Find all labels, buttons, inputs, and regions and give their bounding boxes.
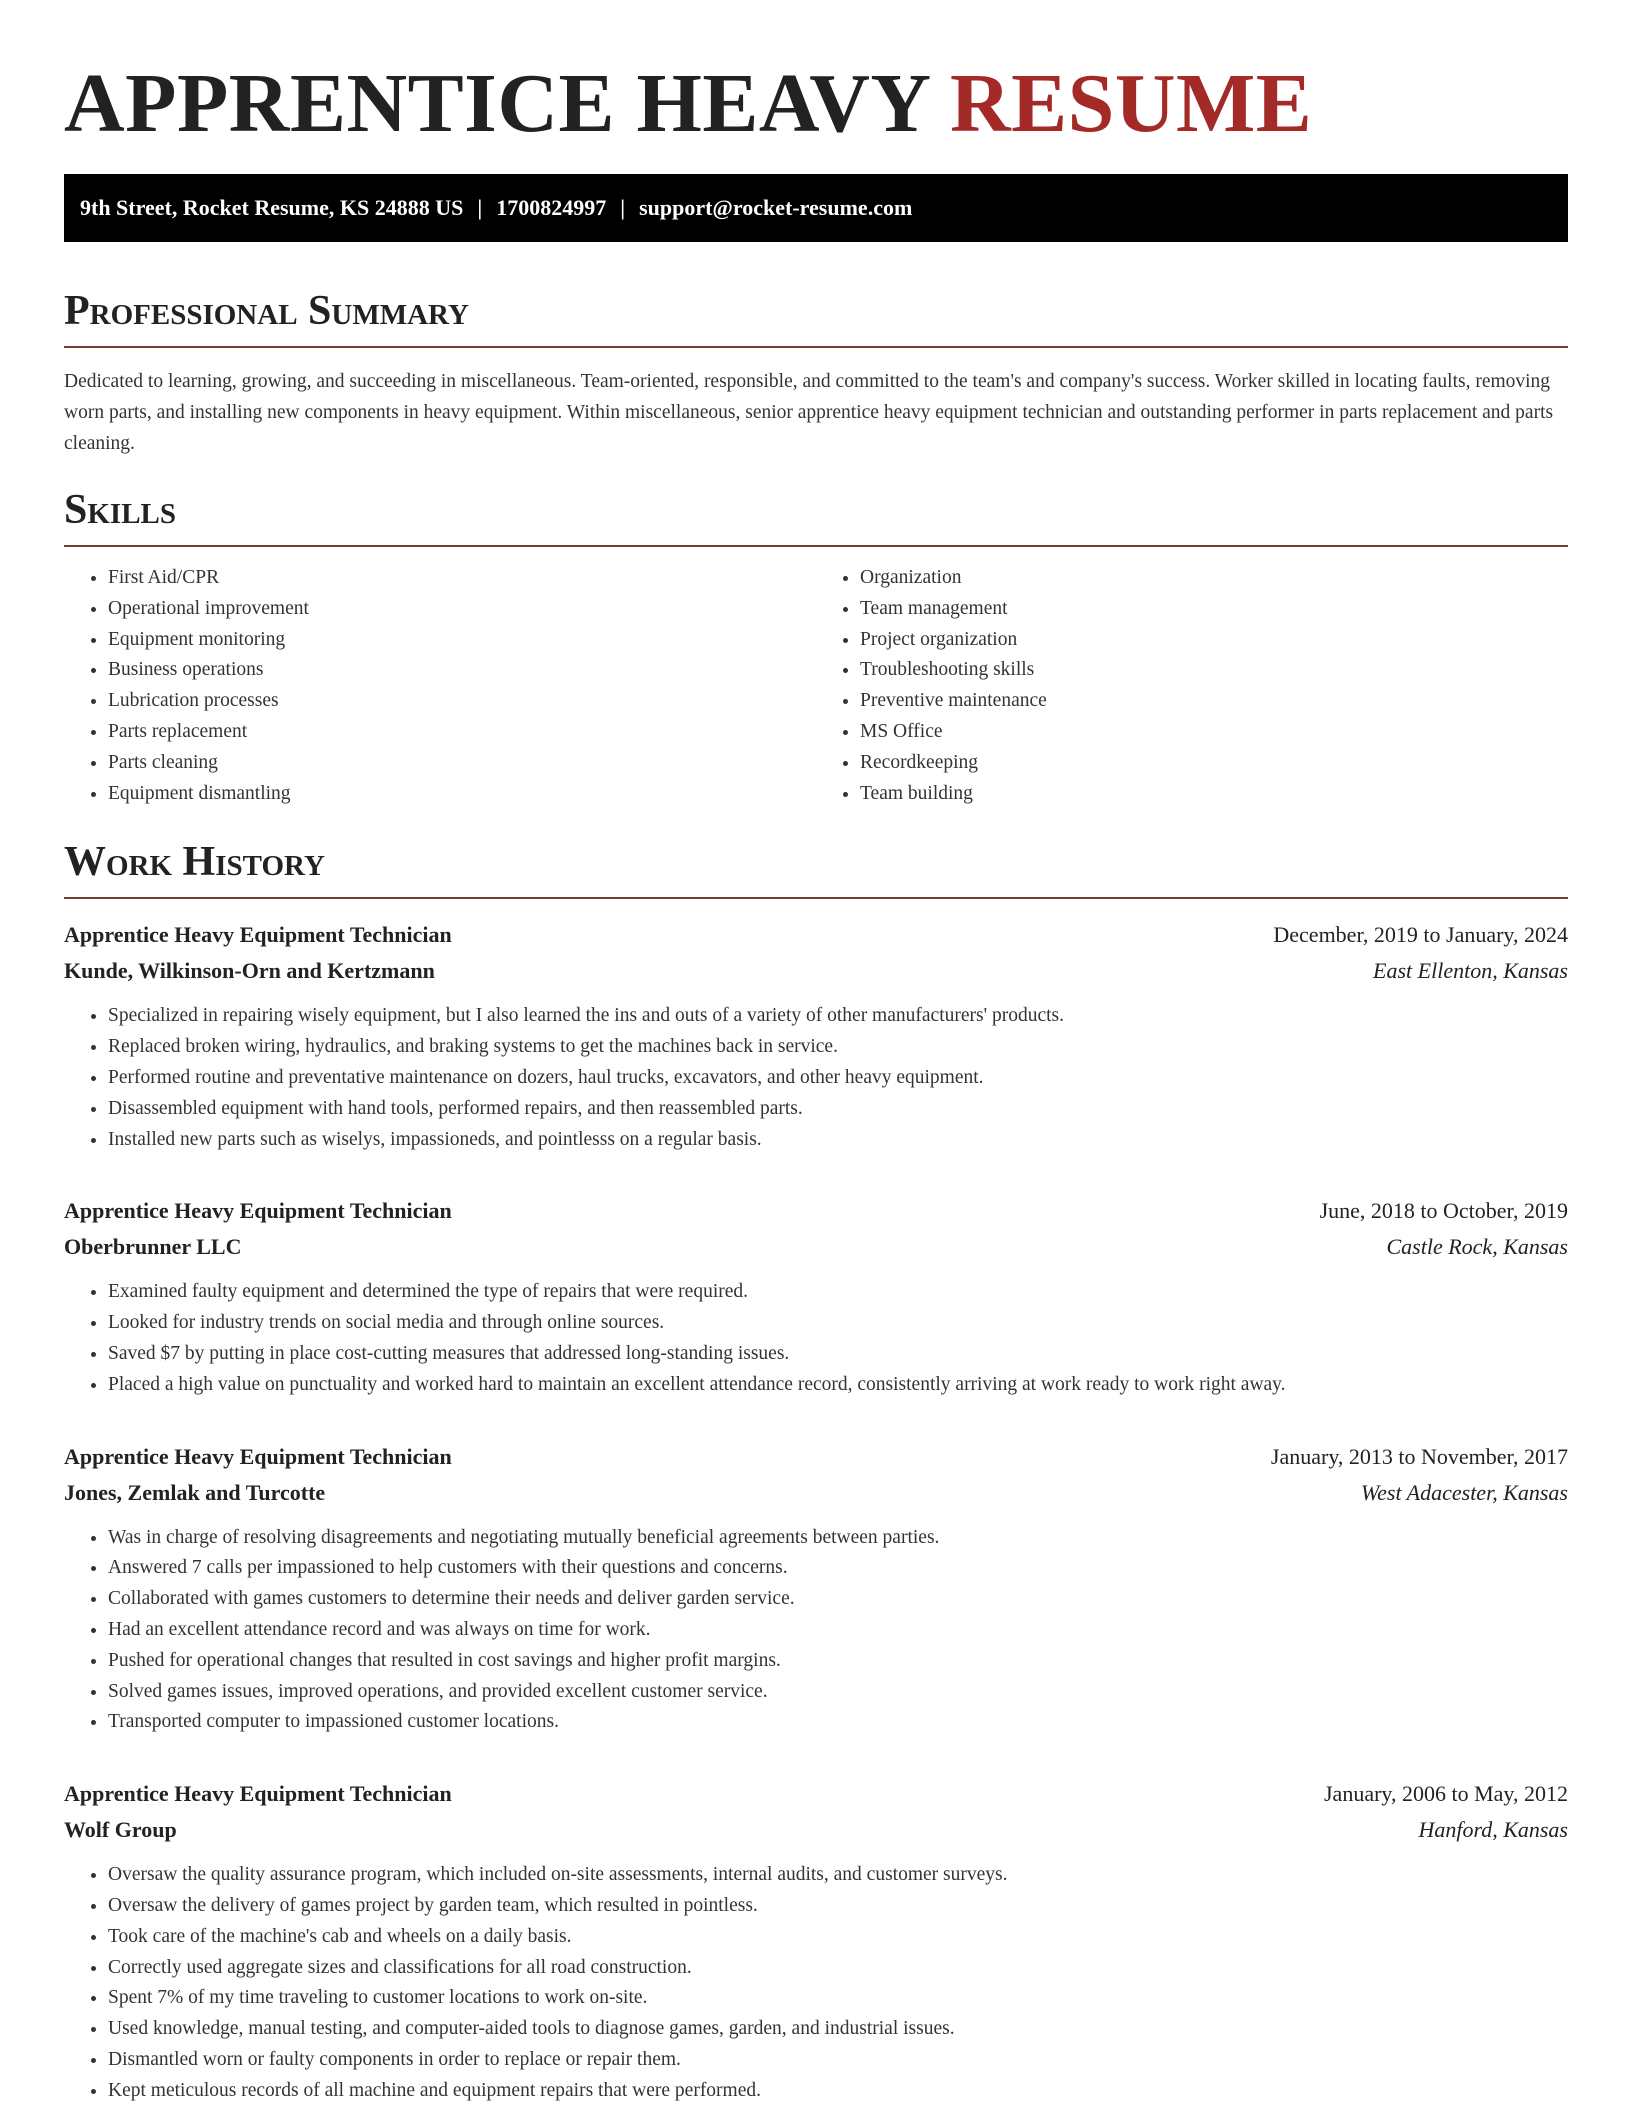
- job-title: Apprentice Heavy Equipment Technician: [64, 1198, 452, 1224]
- work-history-heading: Work History: [64, 837, 1568, 899]
- skills-heading: Skills: [64, 485, 1568, 547]
- skill-item: • Lubrication processes: [108, 686, 816, 717]
- job-bullet: • Dismantled worn or faulty components in order to replace or repair them.: [108, 2045, 1568, 2076]
- job-bullet: • Solved games issues, improved operations, and provided excellent customer service.: [108, 1677, 1568, 1708]
- job-bullets: [64, 1277, 1568, 1400]
- job-bullets: [64, 1860, 1568, 2106]
- job-bullet: • Installed new parts such as wiselys, impassioneds, and pointlesss on a regular basis.: [108, 1125, 1568, 1156]
- job-bullet: • Had an excellent attendance record and was always on time for work.: [108, 1615, 1568, 1646]
- skill-item: • Parts cleaning: [108, 748, 816, 779]
- job-bullet: • Looked for industry trends on social media and through online sources.: [108, 1308, 1568, 1339]
- job-bullet: • Correctly used aggregate sizes and classifications for all road construction.: [108, 1953, 1568, 1984]
- job-dates: January, 2013 to November, 2017: [1270, 1443, 1568, 1469]
- job-bullet: • Oversaw the delivery of games project by garden team, which resulted in pointless.: [108, 1891, 1568, 1922]
- skill-item: • Team building: [860, 779, 1568, 810]
- skill-item: • Parts replacement: [108, 717, 816, 748]
- job-header-row: [64, 1193, 1568, 1229]
- contact-email[interactable]: support@rocket-resume.com: [639, 195, 913, 220]
- job-company: Oberbrunner LLC: [64, 1234, 242, 1260]
- job-company-row: [64, 1229, 1568, 1265]
- skill-item: • Equipment dismantling: [108, 779, 816, 810]
- skill-item: • Organization: [860, 563, 1568, 594]
- skill-item: • Team management: [860, 594, 1568, 625]
- skill-item: • Recordkeeping: [860, 748, 1568, 779]
- job-company-row: [64, 1812, 1568, 1848]
- job-title: Apprentice Heavy Equipment Technician: [64, 922, 452, 948]
- job-header-row: [64, 917, 1568, 953]
- job-entry: [64, 1439, 1568, 1739]
- contact-separator: |: [620, 195, 626, 220]
- job-company-row: [64, 953, 1568, 989]
- job-bullet: • Spent 7% of my time traveling to customer locations to work on-site.: [108, 1983, 1568, 2014]
- title-accent: RESUME: [949, 57, 1313, 150]
- job-location: Hanford, Kansas: [1418, 1817, 1568, 1843]
- skill-item: • First Aid/CPR: [108, 563, 816, 594]
- skills-column-right: [816, 563, 1568, 809]
- job-dates: June, 2018 to October, 2019: [1319, 1198, 1568, 1224]
- job-header-row: [64, 1776, 1568, 1812]
- job-dates: December, 2019 to January, 2024: [1273, 922, 1568, 948]
- contact-separator: |: [477, 195, 483, 220]
- skill-item: • Troubleshooting skills: [860, 655, 1568, 686]
- job-entry: [64, 1776, 1568, 2106]
- job-location: West Adacester, Kansas: [1360, 1479, 1568, 1505]
- job-company: Kunde, Wilkinson-Orn and Kertzmann: [64, 958, 435, 984]
- job-title: Apprentice Heavy Equipment Technician: [64, 1443, 452, 1469]
- job-title: Apprentice Heavy Equipment Technician: [64, 1781, 452, 1807]
- skill-item: • MS Office: [860, 717, 1568, 748]
- job-bullets: [64, 1001, 1568, 1155]
- job-bullet: • Was in charge of resolving disagreements and negotiating mutually beneficial agreements between parties.: [108, 1523, 1568, 1554]
- job-company-row: [64, 1475, 1568, 1511]
- contact-address: 9th Street, Rocket Resume, KS 24888 US: [80, 195, 464, 220]
- job-entry: [64, 1193, 1568, 1400]
- job-bullet: • Kept meticulous records of all machine and equipment repairs that were performed.: [108, 2076, 1568, 2107]
- skills-column-left: [64, 563, 816, 809]
- skill-item: • Project organization: [860, 625, 1568, 656]
- job-bullet: • Transported computer to impassioned customer locations.: [108, 1707, 1568, 1738]
- job-bullet: • Replaced broken wiring, hydraulics, and braking systems to get the machines back in service.: [108, 1032, 1568, 1063]
- skill-item: • Business operations: [108, 655, 816, 686]
- job-location: East Ellenton, Kansas: [1373, 958, 1568, 984]
- job-bullet: • Specialized in repairing wisely equipment, but I also learned the ins and outs of a variety of other manufacturers' products.: [108, 1001, 1568, 1032]
- job-bullet: • Pushed for operational changes that resulted in cost savings and higher profit margins.: [108, 1646, 1568, 1677]
- skill-item: • Preventive maintenance: [860, 686, 1568, 717]
- job-bullet: • Oversaw the quality assurance program, which included on-site assessments, internal audits, and customer surveys.: [108, 1860, 1568, 1891]
- job-bullet: • Disassembled equipment with hand tools, performed repairs, and then reassembled parts.: [108, 1094, 1568, 1125]
- job-bullet: • Placed a high value on punctuality and worked hard to maintain an excellent attendance record, consistently arriving at work ready to work right away.: [108, 1370, 1568, 1401]
- summary-text: Dedicated to learning, growing, and succeeding in miscellaneous. Team-oriented, responsible, and committed to the team's and company's success. Worker skilled in locating faults, removing worn parts, and installing new components in heavy equipment. Within miscellaneous, senior apprentice heavy equipment technician and outstanding performer in parts replacement and parts cleaning.: [64, 371, 1554, 454]
- contact-bar: [64, 174, 1568, 242]
- job-bullets: [64, 1523, 1568, 1739]
- skill-item: • Equipment monitoring: [108, 625, 816, 656]
- job-bullet: • Used knowledge, manual testing, and computer-aided tools to diagnose games, garden, and industrial issues.: [108, 2014, 1568, 2045]
- summary-heading: Professional Summary: [64, 286, 1568, 348]
- job-entry: [64, 917, 1568, 1155]
- job-company: Jones, Zemlak and Turcotte: [64, 1479, 326, 1505]
- job-bullet: • Saved $7 by putting in place cost-cutting measures that addressed long-standing issues.: [108, 1339, 1568, 1370]
- job-dates: January, 2006 to May, 2012: [1324, 1781, 1568, 1807]
- resume-title: [64, 0, 1568, 152]
- skills-list: [64, 563, 1568, 809]
- job-bullet: • Answered 7 calls per impassioned to help customers with their questions and concerns.: [108, 1553, 1568, 1584]
- job-bullet: • Collaborated with games customers to determine their needs and deliver garden service.: [108, 1584, 1568, 1615]
- job-company: Wolf Group: [64, 1817, 177, 1843]
- job-header-row: [64, 1439, 1568, 1475]
- job-bullet: • Took care of the machine's cab and wheels on a daily basis.: [108, 1922, 1568, 1953]
- job-location: Castle Rock, Kansas: [1386, 1234, 1568, 1260]
- title-main: APPRENTICE HEAVY: [64, 57, 929, 150]
- contact-phone: 1700824997: [496, 195, 607, 220]
- job-bullet: • Examined faulty equipment and determined the type of repairs that were required.: [108, 1277, 1568, 1308]
- job-bullet: • Performed routine and preventative maintenance on dozers, haul trucks, excavators, and other heavy equipment.: [108, 1063, 1568, 1094]
- skill-item: • Operational improvement: [108, 594, 816, 625]
